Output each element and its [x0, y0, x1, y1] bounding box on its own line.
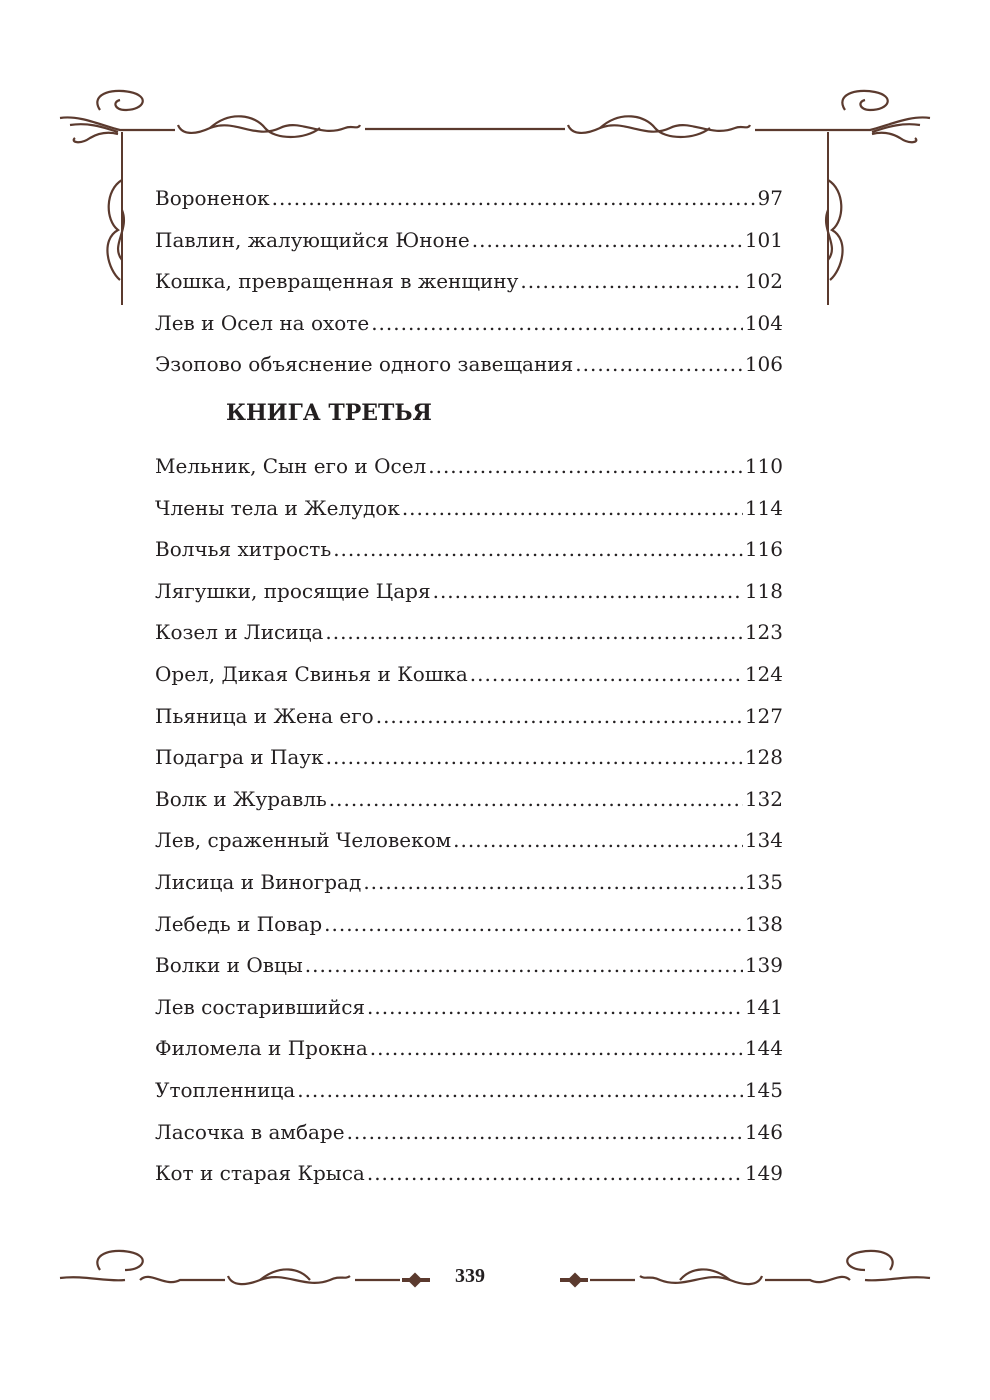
toc-entry-title: Павлин, жалующийся Юноне — [155, 227, 470, 252]
toc-entry-title: Волчья хитрость — [155, 537, 332, 562]
toc-list-book3 — [155, 446, 783, 1195]
toc-entry-page: 116 — [744, 537, 783, 562]
toc-entry[interactable] — [155, 1070, 783, 1112]
dot-leader — [575, 344, 743, 386]
dot-leader — [363, 862, 743, 904]
toc-entry-page: 102 — [744, 269, 783, 294]
toc-entry-page: 114 — [744, 495, 783, 520]
toc-entry-page: 146 — [744, 1119, 783, 1144]
toc-entry-title: Ласочка в амбаре — [155, 1119, 345, 1144]
toc-entry-title: Волки и Овцы — [155, 953, 303, 978]
toc-entry-page: 110 — [744, 454, 783, 478]
toc-entry-title: Орел, Дикая Свинья и Кошка — [155, 661, 468, 686]
toc-entry-title: Лисица и Виноград — [155, 869, 362, 894]
page-number: 339 — [455, 1265, 485, 1287]
toc-entry-title: Лягушки, просящие Царя — [155, 578, 431, 603]
toc-entry[interactable] — [155, 904, 783, 946]
toc-entry-title: Кошка, превращенная в женщину — [155, 269, 519, 294]
dot-leader — [370, 1028, 743, 1070]
toc-entry[interactable] — [155, 220, 783, 262]
toc-entry[interactable] — [155, 987, 783, 1029]
toc-entry[interactable] — [155, 779, 783, 821]
toc-entry-title: Эзопово объяснение одного завещания — [155, 352, 574, 377]
dot-leader — [433, 571, 743, 613]
toc-entry-title: Лев состарившийся — [155, 994, 366, 1019]
toc-entry-title: Лев, сраженный Человеком — [155, 828, 452, 853]
toc-entry[interactable] — [155, 654, 783, 696]
toc-entry[interactable] — [155, 1153, 783, 1195]
toc-list-top — [155, 178, 783, 386]
toc-entry[interactable] — [155, 1028, 783, 1070]
toc-entry-page: 104 — [744, 310, 783, 335]
toc-entry-title: Лебедь и Повар — [155, 911, 323, 936]
section-heading: КНИГА ТРЕТЬЯ — [226, 400, 432, 426]
toc-entry[interactable] — [155, 571, 783, 613]
center-flourish-left — [178, 116, 360, 137]
toc-entry-page: 141 — [744, 994, 783, 1019]
toc-entry[interactable] — [155, 446, 783, 488]
toc-entry-title: Члены тела и Желудок — [155, 495, 400, 520]
toc-entry-title: Мельник, Сын его и Осел — [155, 454, 427, 478]
toc-entry-page: 132 — [744, 786, 783, 811]
toc-entry-title: Филомела и Прокна — [155, 1036, 368, 1061]
dot-leader — [347, 1112, 743, 1154]
dot-leader — [520, 261, 742, 303]
dot-leader — [272, 178, 756, 220]
toc-entry-page: 139 — [744, 953, 783, 978]
toc-entry-title: Козел и Лисица — [155, 620, 324, 645]
dot-leader — [472, 220, 743, 262]
corner-flourish-left — [60, 91, 160, 305]
toc-entry-page: 106 — [744, 352, 783, 377]
toc-entry-page: 101 — [744, 227, 783, 252]
corner-flourish-right — [826, 91, 930, 305]
dot-leader — [297, 1070, 743, 1112]
toc-entry[interactable] — [155, 945, 783, 987]
toc-entry-page: 124 — [744, 661, 783, 686]
toc-entry-page: 128 — [744, 745, 783, 770]
toc-entry[interactable] — [155, 737, 783, 779]
dot-leader — [367, 1153, 743, 1195]
dot-leader — [333, 529, 743, 571]
toc-entry-page: 118 — [744, 578, 783, 603]
dot-leader — [305, 945, 743, 987]
toc-entry[interactable] — [155, 178, 783, 220]
dot-leader — [453, 820, 743, 862]
toc-entry-page: 144 — [744, 1036, 783, 1061]
dot-leader — [325, 612, 742, 654]
toc-entry[interactable] — [155, 344, 783, 386]
toc-entry[interactable] — [155, 820, 783, 862]
dot-leader — [326, 737, 743, 779]
dot-leader — [329, 779, 743, 821]
toc-entry-page: 97 — [757, 186, 783, 210]
toc-entry[interactable] — [155, 612, 783, 654]
toc-entry-page: 149 — [744, 1161, 783, 1186]
toc-entry-title: Утопленница — [155, 1077, 296, 1102]
toc-entry[interactable] — [155, 488, 783, 530]
toc-entry-page: 127 — [744, 703, 783, 728]
toc-entry-title: Вороненок — [155, 186, 270, 210]
toc-entry[interactable] — [155, 529, 783, 571]
toc-entry-title: Подагра и Паук — [155, 745, 324, 770]
dot-leader — [376, 696, 743, 738]
toc-entry-title: Пьяница и Жена его — [155, 703, 374, 728]
toc-entry-page: 138 — [744, 911, 783, 936]
toc-entry-page: 135 — [744, 869, 783, 894]
toc-entry[interactable] — [155, 261, 783, 303]
dot-leader — [324, 904, 743, 946]
dot-leader — [367, 987, 743, 1029]
toc-entry-title: Лев и Осел на охоте — [155, 310, 370, 335]
dot-leader — [371, 303, 743, 345]
toc-entry-page: 134 — [744, 828, 783, 853]
bottom-ornament — [0, 1240, 990, 1320]
toc-entry-page: 123 — [744, 620, 783, 645]
toc-entry-title: Кот и старая Крыса — [155, 1161, 365, 1186]
dot-leader — [428, 446, 743, 488]
center-flourish-right — [568, 116, 750, 137]
toc-entry[interactable] — [155, 1112, 783, 1154]
toc-entry[interactable] — [155, 862, 783, 904]
toc-entry[interactable] — [155, 303, 783, 345]
dot-leader — [470, 654, 743, 696]
dot-leader — [402, 488, 743, 530]
toc-entry[interactable] — [155, 696, 783, 738]
toc-entry-title: Волк и Журавль — [155, 786, 327, 811]
toc-entry-page: 145 — [744, 1077, 783, 1102]
